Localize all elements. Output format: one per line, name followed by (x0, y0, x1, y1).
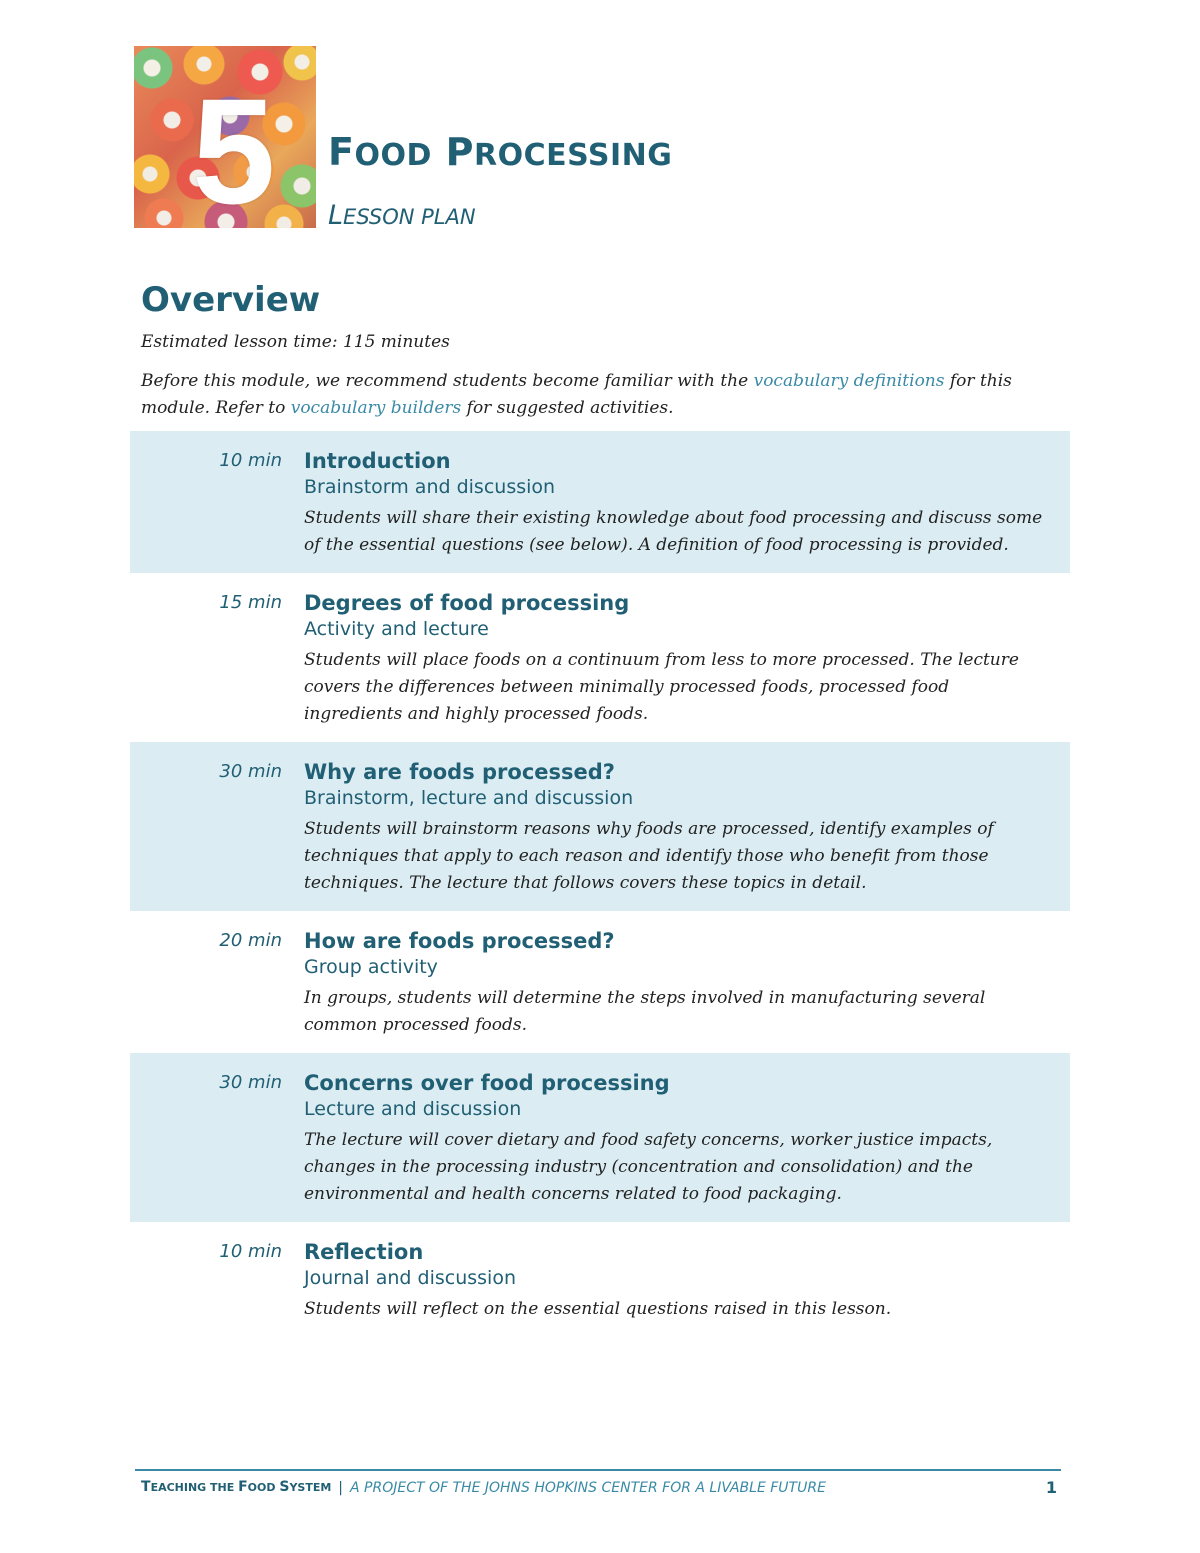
page-subtitle (328, 198, 476, 235)
activity-block (130, 1053, 1070, 1222)
overview-heading: Overview (141, 280, 321, 320)
footer-project-text: A PROJECT OF THE JOHNS HOPKINS CENTER FOR A LIVABLE FUTURE (350, 1479, 826, 1496)
activity-title: Degrees of food processing (304, 591, 630, 615)
activity-duration: 10 min (219, 1241, 282, 1262)
brand-smallcaps: EACHING THE (150, 1481, 239, 1494)
activity-block (130, 1222, 1070, 1337)
activity-title: How are foods processed? (304, 929, 615, 953)
page-footer (141, 1477, 1061, 1498)
page-title (328, 126, 672, 182)
activity-type: Lecture and discussion (304, 1098, 522, 1120)
activity-content (304, 447, 1056, 559)
lesson-schedule (130, 431, 1070, 1337)
activity-title: Reflection (304, 1240, 424, 1264)
brand-letter: S (279, 1479, 290, 1495)
vocabulary-builders-link[interactable]: vocabulary builders (290, 398, 462, 418)
activity-block (130, 431, 1070, 573)
page-number: 1 (1045, 1477, 1057, 1497)
activity-duration: 20 min (219, 930, 282, 951)
activity-block (130, 742, 1070, 911)
activity-description: The lecture will cover dietary and food safety concerns, worker justice impacts, changes in the processing industry (concentration and consolidation) and the environmental and health concerns related to food packaging. (304, 1130, 993, 1204)
intro-text: for suggested activities. (461, 398, 674, 418)
vocabulary-definitions-link[interactable]: vocabulary definitions (753, 371, 945, 391)
activity-type: Group activity (304, 956, 438, 978)
activity-title: Introduction (304, 449, 451, 473)
title-letter: F (328, 130, 355, 174)
activity-duration: 10 min (219, 450, 282, 471)
intro-text: Before this module, we recommend students become familiar with the (141, 371, 754, 391)
footer-divider (135, 1469, 1061, 1471)
footer-separator: | (338, 1479, 344, 1496)
activity-block (130, 911, 1070, 1053)
brand-smallcaps: OOD (247, 1481, 280, 1494)
brand-letter: T (141, 1479, 151, 1495)
activity-duration: 15 min (219, 592, 282, 613)
activity-duration: 30 min (219, 1072, 282, 1093)
subtitle-letter: L (328, 200, 344, 231)
title-smallcaps: ROCESSING (473, 138, 673, 173)
activity-description: Students will place foods on a continuum from less to more processed. The lecture covers the differences between minimally processed foods, processed food ingredients and highly processed foods. (304, 650, 1019, 724)
activity-description: Students will share their existing knowledge about food processing and discuss some of the essential questions (see below). A definition of food processing is provided. (304, 508, 1043, 555)
activity-content (304, 758, 1056, 897)
brand-letter: F (238, 1479, 248, 1495)
activity-duration: 30 min (219, 761, 282, 782)
intro-paragraph (141, 368, 1061, 422)
activity-type: Brainstorm and discussion (304, 476, 556, 498)
cereal-image (134, 46, 316, 228)
activity-block (130, 573, 1070, 742)
title-letter: P (445, 130, 474, 174)
footer-brand (141, 1477, 331, 1498)
activity-description: Students will reflect on the essential questions raised in this lesson. (304, 1299, 892, 1319)
title-smallcaps: OOD (354, 138, 432, 173)
activity-content (304, 1069, 1056, 1208)
activity-type: Activity and lecture (304, 618, 489, 640)
activity-description: Students will brainstorm reasons why foods are processed, identify examples of techniques that apply to each reason and identify those who benefit from those techniques. The lecture that follows covers these topics in detail. (304, 819, 994, 893)
activity-content (304, 927, 1056, 1039)
activity-title: Concerns over food processing (304, 1071, 670, 1095)
activity-content (304, 1238, 1056, 1323)
intro-text: for this module. Refer to (141, 371, 1012, 418)
page-header (134, 46, 1034, 236)
activity-content (304, 589, 1056, 728)
activity-title: Why are foods processed? (304, 760, 615, 784)
subtitle-smallcaps: ESSON PLAN (343, 205, 476, 229)
brand-smallcaps: YSTEM (289, 1481, 332, 1494)
activity-description: In groups, students will determine the steps involved in manufacturing several common processed foods. (304, 988, 986, 1035)
estimated-time: Estimated lesson time: 115 minutes (141, 332, 450, 352)
activity-type: Journal and discussion (304, 1267, 517, 1289)
activity-type: Brainstorm, lecture and discussion (304, 787, 634, 809)
module-number: 5 (192, 67, 276, 228)
